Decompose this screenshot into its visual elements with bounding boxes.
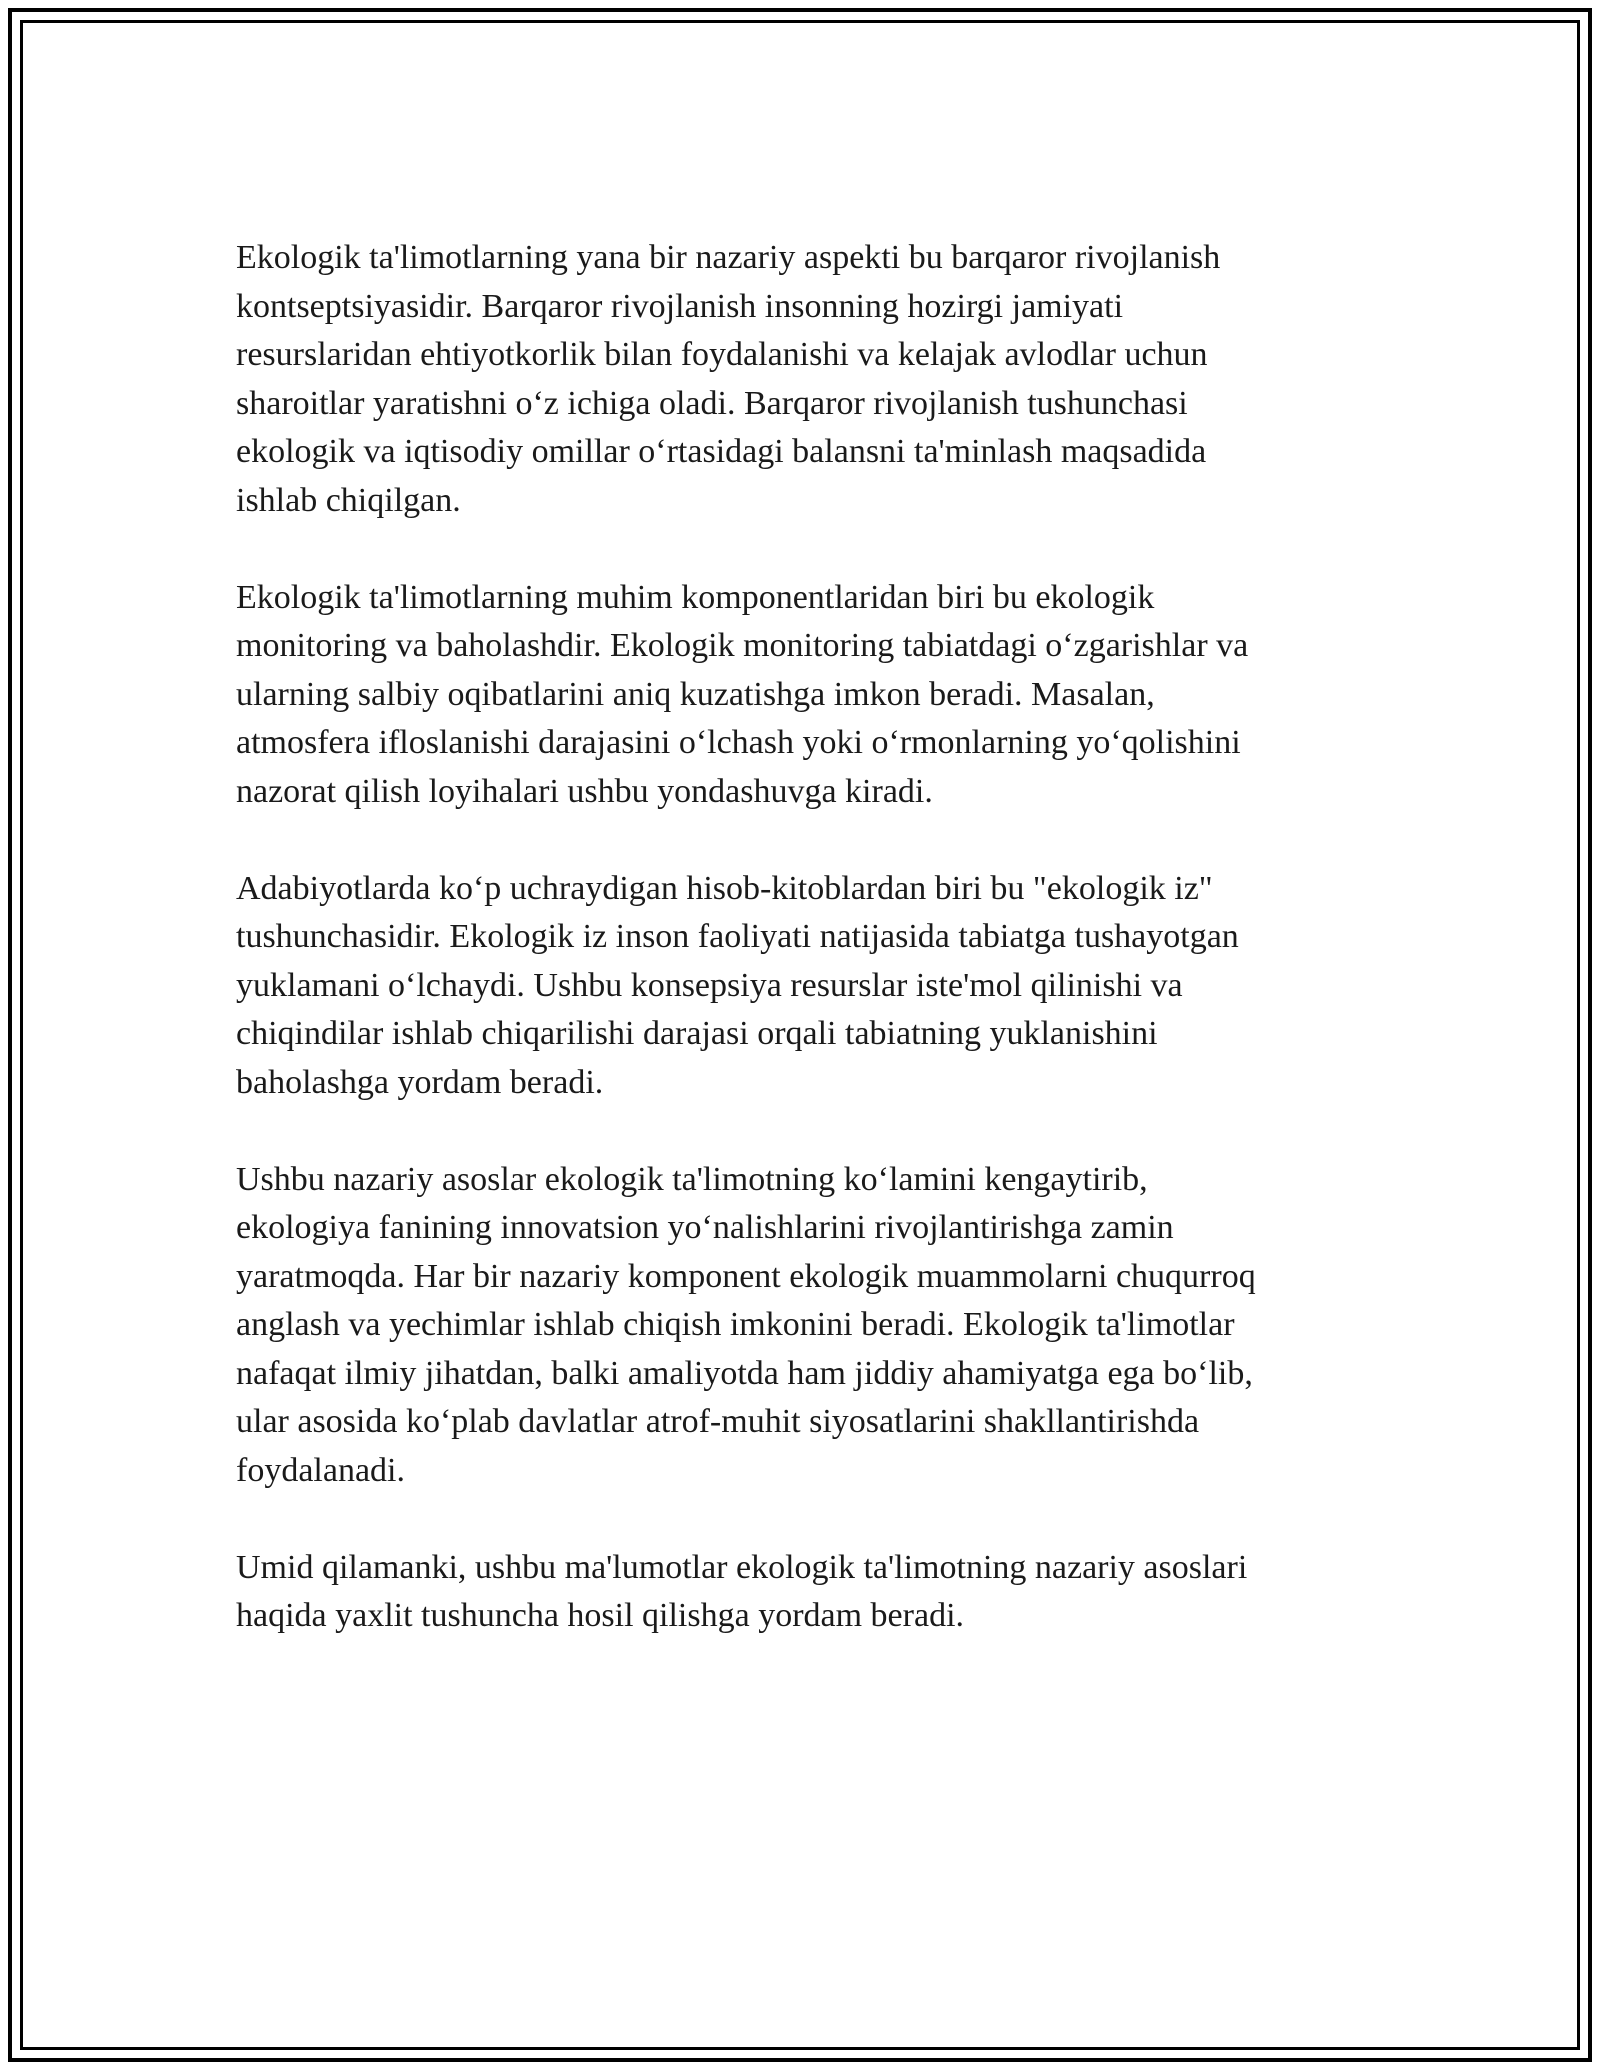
paragraph-sustainable-development: Ekologik ta'limotlarning yana bir nazariy aspekti bu barqaror rivojlanish kontseptsiyasidir. Barqaror rivojlanish insonning hozirgi jamiyati resurslaridan ehtiyotkorlik bilan foydalanishi va kelajak avlodlar uchun sharoitlar yaratishni o‘z ichiga oladi. Barqaror rivojlanish tushunchasi ekologik va iqtisodiy omillar o‘rtasidagi balansni ta'minlash maqsadida ishlab chiqilgan. (236, 239, 1221, 519)
document-body (236, 234, 1376, 1689)
paragraph-conclusion: Umid qilamanki, ushbu ma'lumotlar ekologik ta'limotning nazariy asoslari haqida yaxlit tushuncha hosil qilishga yordam beradi. (236, 1548, 1248, 1634)
paragraph-theoretical-foundations: Ushbu nazariy asoslar ekologik ta'limotning ko‘lamini kengaytirib, ekologiya fanining innovatsion yo‘nalishlarini rivojlantirishga zamin yaratmoqda. Har bir nazariy komponent ekologik muammolarni chuqurroq anglash va yechimlar ishlab chiqish imkonini beradi. Ekologik ta'limotlar nafaqat ilmiy jihatdan, balki amaliyotda ham jiddiy ahamiyatga ega bo‘lib, ular asosida ko‘plab davlatlar atrof-muhit siyosatlarini shakllantirishda foydalanadi. (236, 1160, 1256, 1489)
paragraph-ecological-footprint: Adabiyotlarda ko‘p uchraydigan hisob-kitoblardan biri bu "ekologik iz" tushunchasidir. Ekologik iz inson faoliyati natijasida tabiatga tushayotgan yuklamani o‘lchaydi. Ushbu konsepsiya resurslar iste'mol qilinishi va chiqindilar ishlab chiqarilishi darajasi orqali tabiatning yuklanishini baholashga yordam beradi. (236, 869, 1239, 1101)
paragraph-ecological-monitoring: Ekologik ta'limotlarning muhim komponentlaridan biri bu ekologik monitoring va baholashdir. Ekologik monitoring tabiatdagi o‘zgarishlar va ularning salbiy oqibatlarini aniq kuzatishga imkon beradi. Masalan, atmosfera ifloslanishi darajasini o‘lchash yoki o‘rmonlarning yo‘qolishini nazorat qilish loyihalari ushbu yondashuvga kiradi. (236, 578, 1249, 810)
